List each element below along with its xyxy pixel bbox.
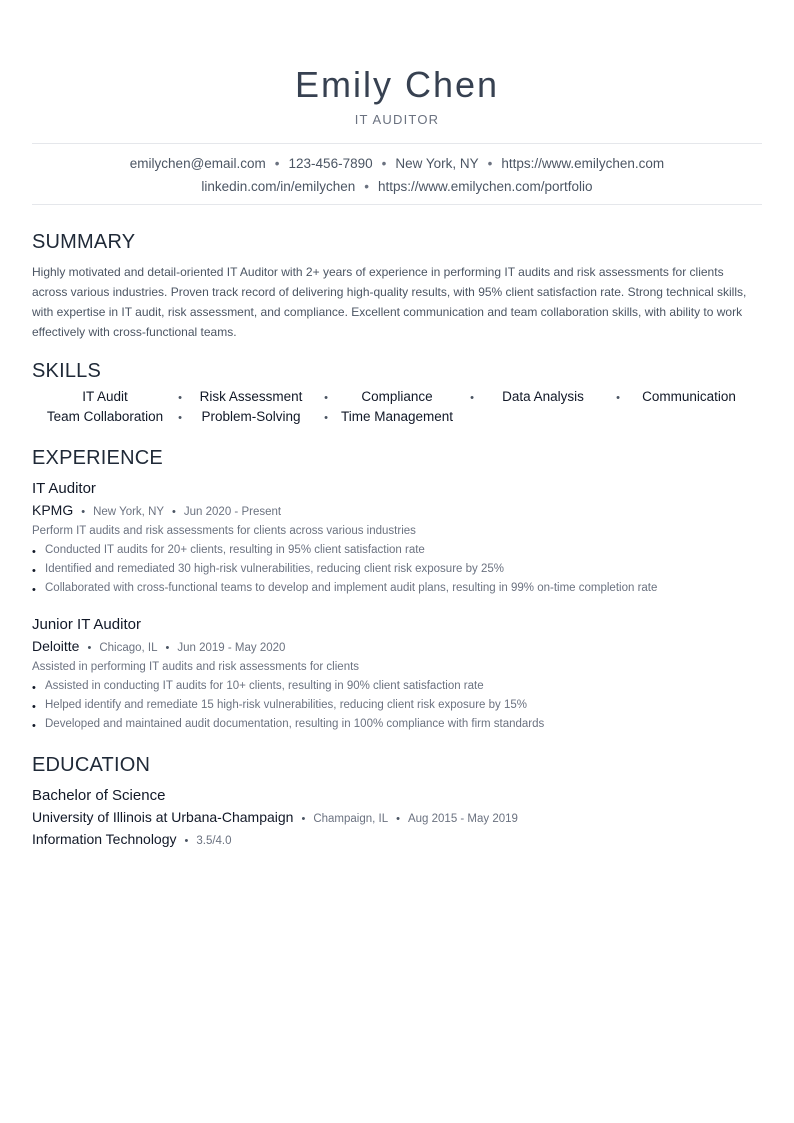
- job-dates: Jun 2019 - May 2020: [177, 642, 286, 654]
- education-dates: Aug 2015 - May 2019: [407, 813, 518, 825]
- skill-item: Communication: [642, 389, 736, 404]
- separator-dot: •: [301, 813, 306, 825]
- job-bullet: • Assisted in conducting IT audits for 10+ clients, resulting in 90% client satisfaction rate: [32, 677, 762, 696]
- separator-dot: •: [165, 642, 170, 654]
- experience-section: [32, 447, 762, 734]
- skill-item: Team Collaboration •: [32, 407, 178, 427]
- candidate-role: IT AUDITOR: [354, 112, 440, 127]
- school-location: Champaign, IL: [313, 813, 389, 825]
- job-dates: Jun 2020 - Present: [183, 506, 282, 518]
- skills-section: [32, 360, 762, 427]
- job-title: IT Auditor: [32, 480, 96, 497]
- contact-line-1: [32, 152, 762, 175]
- contact-linkedin[interactable]: linkedin.com/in/emilychen: [201, 179, 356, 194]
- separator-dot: •: [81, 506, 86, 518]
- summary-heading: SUMMARY: [32, 231, 136, 253]
- separator-dot: •: [172, 506, 176, 518]
- job-bullets: [32, 677, 762, 734]
- skills-heading: SKILLS: [32, 360, 102, 382]
- candidate-name: Emily Chen: [294, 64, 500, 105]
- job-meta: [32, 500, 762, 522]
- job-company: KPMG: [32, 502, 74, 518]
- separator-dot: •: [487, 156, 493, 171]
- contact-location: New York, NY: [395, 156, 479, 171]
- summary-text: Highly motivated and detail-oriented IT Auditor with 2+ years of experience in performing IT audits and risk assessments for clients across various industries. Proven track record of delivering high-quality results, with 95% client satisfaction rate. Strong technical skills, with expertise in IT audit, risk assessment, and compliance. Excellent communication and team collaboration skills, with ability to work effectively with cross-functional teams.: [32, 265, 747, 339]
- contact-portfolio[interactable]: https://www.emilychen.com/portfolio: [377, 179, 593, 194]
- job-location: Chicago, IL: [99, 642, 158, 654]
- job-bullet: • Collaborated with cross-functional teams to develop and implement audit plans, resulting in 99% on-time completion rate: [32, 579, 762, 598]
- separator-dot: •: [87, 642, 92, 654]
- gpa: 3.5/4.0: [196, 835, 232, 847]
- separator-dot: •: [274, 156, 280, 171]
- job-entry: [32, 614, 762, 734]
- job-bullets: [32, 541, 762, 598]
- separator-dot: •: [184, 835, 189, 847]
- degree-title: Bachelor of Science: [32, 787, 166, 804]
- skill-item: Problem-Solving •: [178, 407, 324, 427]
- separator-dot: •: [396, 813, 400, 825]
- skill-item: Compliance •: [324, 387, 470, 407]
- job-title: Junior IT Auditor: [32, 616, 141, 633]
- job-location: New York, NY: [93, 506, 165, 518]
- education-field-line: [32, 829, 762, 851]
- skill-item: Time Management: [340, 409, 454, 424]
- skills-list: [32, 387, 762, 427]
- summary-section: [32, 231, 762, 342]
- skill-item: Risk Assessment •: [178, 387, 324, 407]
- education-meta: [32, 807, 762, 829]
- school-name: University of Illinois at Urbana-Champaign: [32, 809, 294, 825]
- contact-phone[interactable]: 123-456-7890: [288, 156, 373, 171]
- separator-dot: •: [381, 156, 387, 171]
- job-entry: [32, 478, 762, 598]
- experience-heading: EXPERIENCE: [32, 447, 163, 469]
- contact-website[interactable]: https://www.emilychen.com: [501, 156, 665, 171]
- job-bullet: • Identified and remediated 30 high-risk vulnerabilities, reducing client risk exposure by 25%: [32, 560, 762, 579]
- education-heading: EDUCATION: [32, 754, 151, 776]
- field-of-study: Information Technology: [32, 831, 177, 847]
- skill-item: Data Analysis •: [470, 387, 616, 407]
- skill-item: IT Audit •: [32, 387, 178, 407]
- job-bullet: • Developed and maintained audit documentation, resulting in 100% compliance with firm standards: [32, 715, 762, 734]
- contact-email[interactable]: emilychen@email.com: [129, 156, 266, 171]
- job-bullet: • Conducted IT audits for 20+ clients, resulting in 95% client satisfaction rate: [32, 541, 762, 560]
- job-description: Assisted in performing IT audits and risk assessments for clients: [32, 661, 360, 673]
- contact-block: [32, 143, 762, 205]
- job-meta: [32, 636, 762, 658]
- resume-header: [32, 0, 762, 127]
- job-company: Deloitte: [32, 638, 80, 654]
- contact-line-2: [32, 175, 762, 198]
- job-bullet: • Helped identify and remediate 15 high-risk vulnerabilities, reducing client risk exposure by 15%: [32, 696, 762, 715]
- job-description: Perform IT audits and risk assessments for clients across various industries: [32, 525, 416, 537]
- separator-dot: •: [364, 179, 369, 194]
- education-section: [32, 754, 762, 851]
